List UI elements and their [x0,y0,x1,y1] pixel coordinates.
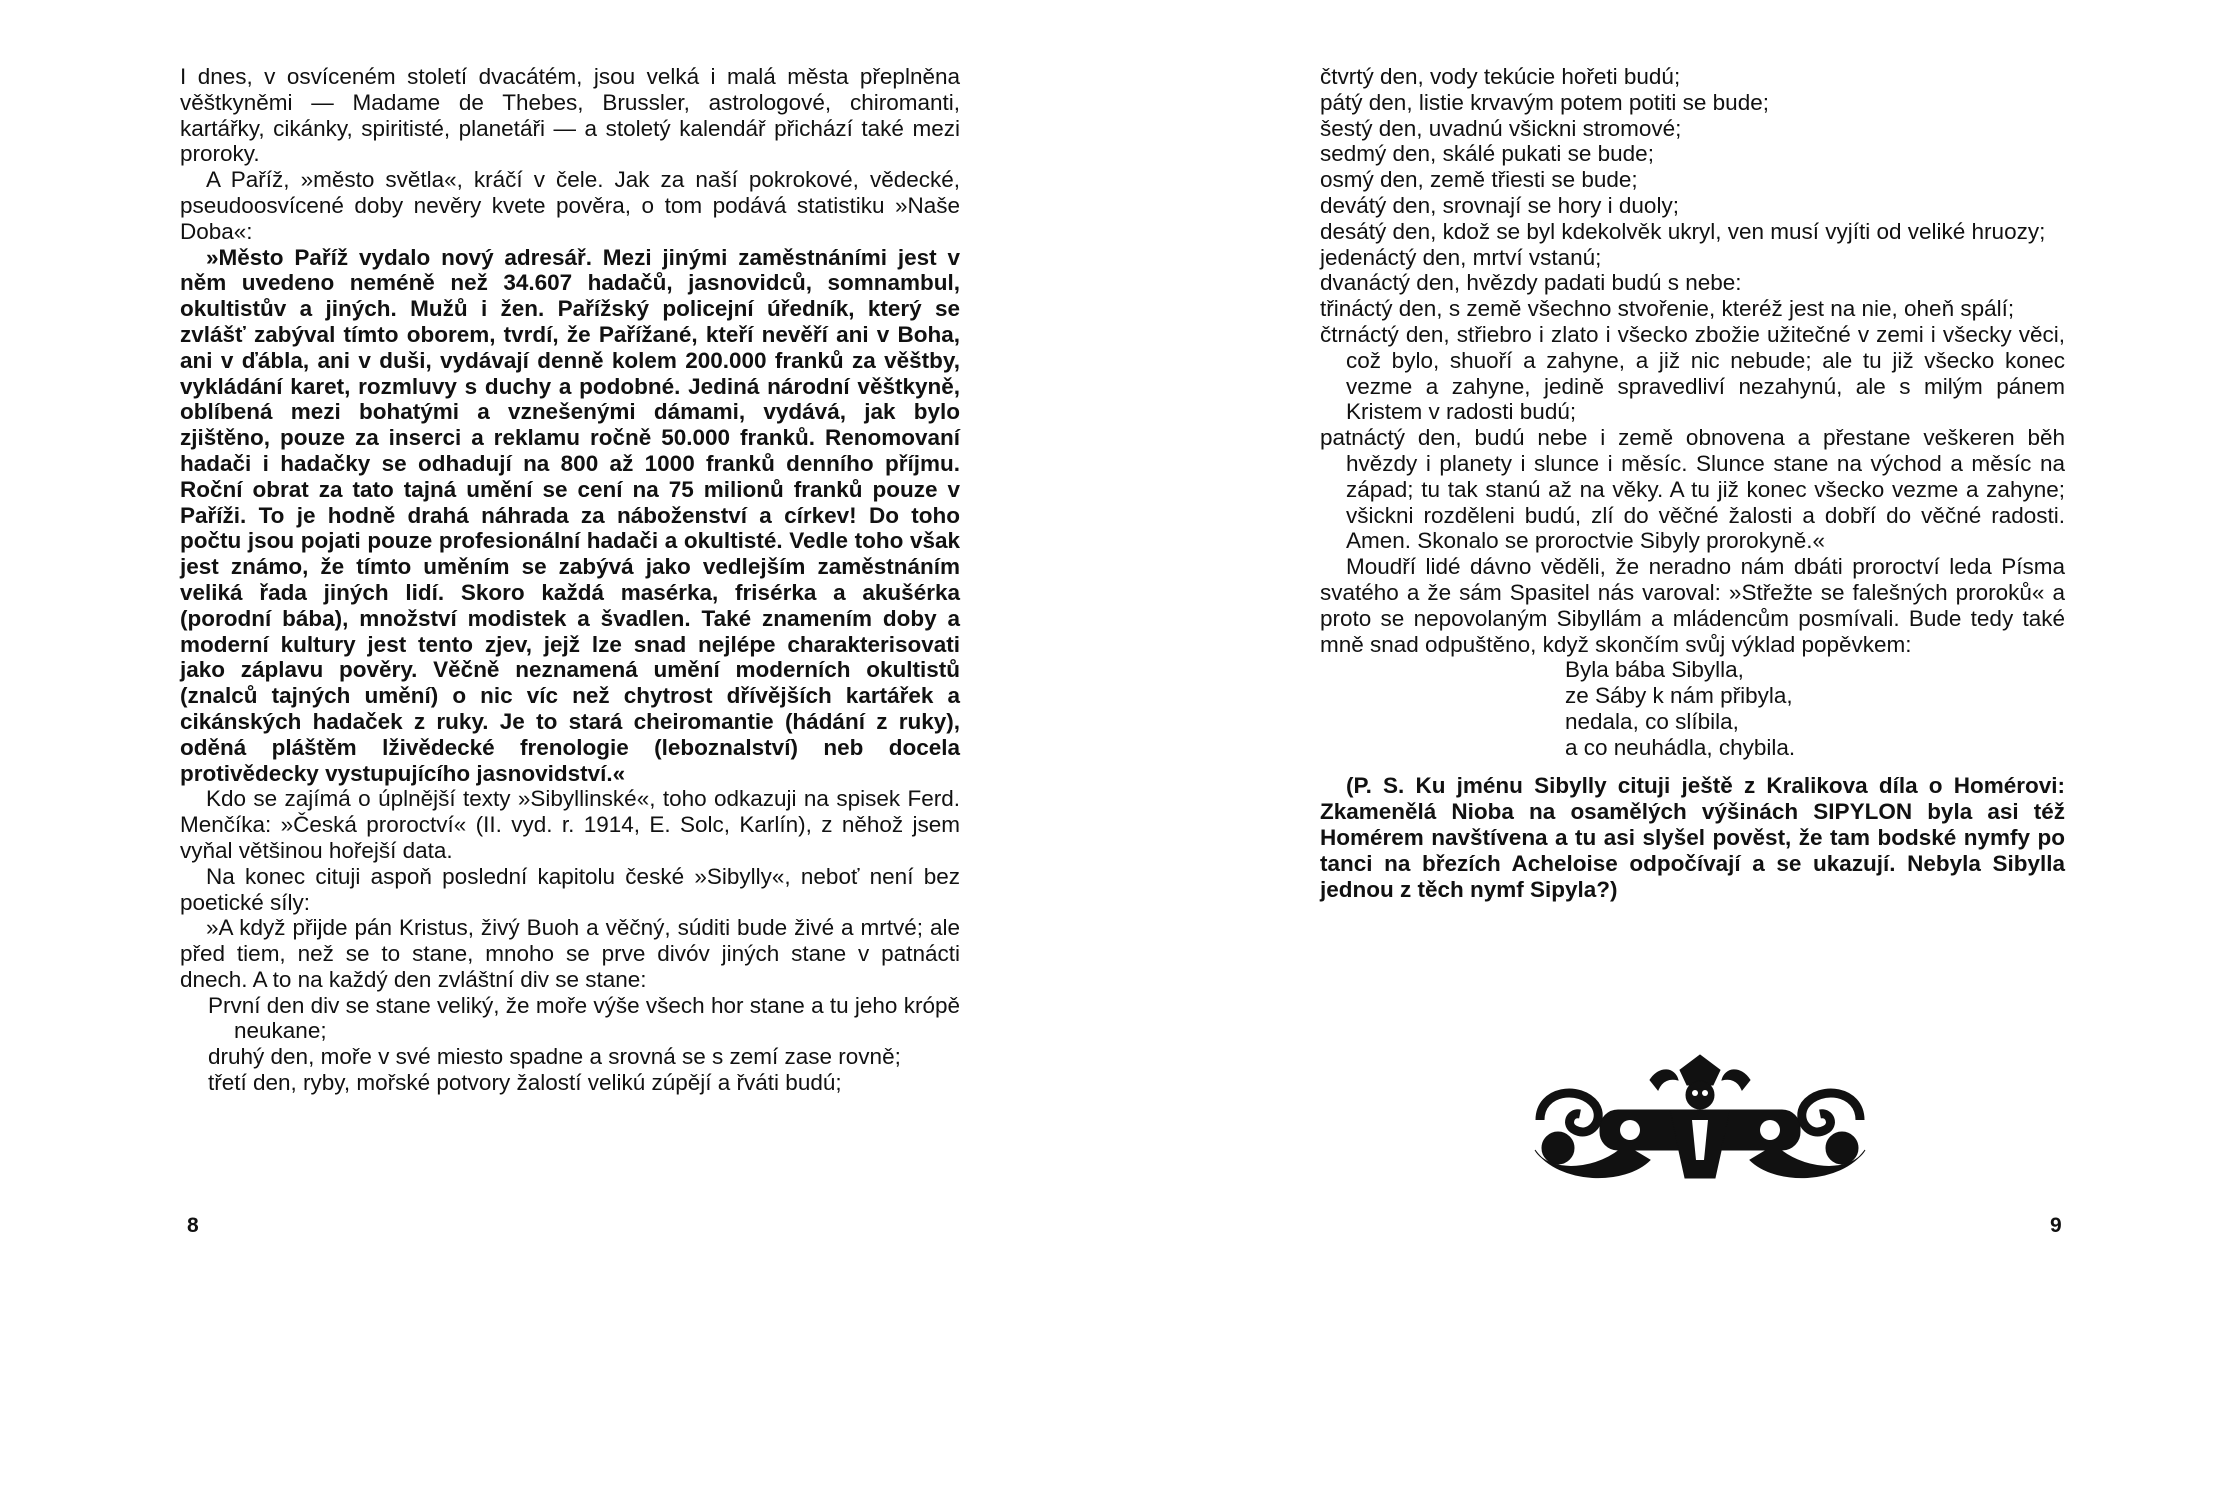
paragraph-quote-statistics: »Město Paříž vydalo nový adresář. Mezi jinými zaměstnáními jest v něm uvedeno neméně než 34.607 hadačů, jasnovidců, somnambul, okultistův a jiných. Mužů i žen. Pařížský policejní úředník, který se zvlášť zabýval tímto oborem, tvrdí, že Pařížané, kteří nevěří ani v Boha, ani v ďábla, ani v duši, vydávají denně kolem 200.000 franků za věštby, vykládání karet, rozmluvy s duchy a podobné. Jediná národní věštkyně, oblíbená mezi bohatými a vznešenými dámami, vydává, jak bylo zjištěno, pouze za inserci a reklamu ročně 50.000 franků. Renomovaní hadači i hadačky se odhadují na 800 až 1000 franků denního příjmu. Roční obrat za tato tajná umění se cení na 75 milionů franků pouze v Paříži. To je hodně drahá náhrada za náboženství a církev! Do toho počtu jsou pojati pouze profesionální hadači a okultisté. Vedle toho však jest známo, že tímto uměním se zabývá jako vedlejším zaměstnáním veliká řada jiných lidí. Skoro každá masérka, frisérka a akušérka (porodní bába), množství modistek a švadlen. Také znamením doby a moderní kultury jest tento zjev, jejž lze snad nejlépe charakterisovati jako záplavu pověry. Věčně neznamená umění moderních okultistů (znalců tajných umění) o nic víc než chytrost dřívějších kartářek a cikánských hadaček z ruky. Je to stará cheiromantie (hádání z ruky), oděná pláštěm lživědecké frenologie (leboznalství) neb docela protivědecky vystupujícího jasnovidství.« [180,244,960,786]
prophecy-day-item: osmý den, země třiesti se bude; [1320,167,1638,193]
poem [1565,657,2065,761]
prophecy-day-item: druhý den, moře v své miesto spadne a srovná se s zemí zase rovně; [208,1044,901,1070]
prophecy-day-item: pátý den, listie krvavým potem potiti se bude; [1320,89,1769,115]
right-page [1320,64,2065,902]
prophecy-day-item: čtvrtý den, vody tekúcie hořeti budú; [1320,64,1681,89]
page-number-right: 9 [2050,1214,2062,1237]
poem-line: nedala, co slíbila, [1565,709,1739,735]
prophecy-day-item: sedmý den, skálé pukati se bude; [1320,141,1654,167]
prophecy-day-item: devátý den, srovnají se hory i duoly; [1320,192,1679,218]
prophecy-day-item: patnáctý den, budú nebe i země obnovena a přestane veškeren běh hvězdy i planety i slunce i měsíc. Slunce stane na východ a měsíc na západ; tu tak stanú až na věky. A tu již konec všecko vezme a zahyne; všickni rozděleni budú, zlí do věčné žalosti a dobří do věčné radosti. Amen. Skonalo se proroctvie Sibyly prorokyně.« [1320,425,2065,554]
left-page [180,64,960,1096]
prophecy-day-item: třináctý den, s země všechno stvořenie, kteréž jest na nie, oheň spálí; [1320,296,2015,322]
prophecy-day-item: šestý den, uvadnú všickni stromové; [1320,115,1682,141]
paragraph-paris: A Paříž, »město světla«, kráčí v čele. Jak za naší pokrokové, vědecké, pseudoosvícené doby nevěry kvete pověra, o tom podává statistiku »Naše Doba«: [180,167,960,244]
prophecy-day-item: třetí den, ryby, mořské potvory žalostí velikú zúpějí a řváti budú; [208,1070,842,1096]
prophecy-day-item: jedenáctý den, mrtví vstanú; [1320,244,1602,270]
poem-line: a co neuhádla, chybila. [1565,735,1796,761]
poem-line: ze Sáby k nám přibyla, [1565,683,1793,709]
prophecy-days-list-right [1320,64,2065,554]
paragraph-reference: Kdo se zajímá o úplnější texty »Sibyllinské«, toho odkazuji na spisek Ferd. Menčíka: »Česká proroctví« (II. vyd. r. 1914, E. Solc, Karlín), z něhož jsem vyňal většinou hořejší data. [180,786,960,863]
prophecy-day-item: čtrnáctý den, střiebro i zlato i všecko zbožie užitečné v zemi i všecky věci, což bylo, shuoří a zahyne, a již nic nebude; ale tu již všecko konec vezme a zahyne, jedině spravedliví nezahynú, ale s milým pánem Kristem v radosti budú; [1320,321,2065,425]
paragraph-intro: I dnes, v osvíceném století dvacátém, jsou velká i malá města přeplněna věštkyněmi — Madame de Thebes, Brussler, astrologové, chiromanti, kartářky, cikánky, spiritisté, planetáři — a stoletý kalendář přichází také mezi proroky. [180,64,960,167]
paragraph-last-chapter: Na konec cituji aspoň poslední kapitolu české »Sibylly«, neboť není bez poetické síly: [180,863,960,915]
page-number-left: 8 [187,1214,199,1237]
paragraph-sibyl-quote: »A když přijde pán Kristus, živý Buoh a věčný, súditi bude živé a mrtvé; ale před tiem, než se to stane, mnoho se prve divóv jiných stane v patnácti dnech. A to na každý den zvláštní div se stane: [180,915,960,992]
decorative-ornament-icon [1530,1050,1870,1180]
prophecy-day-item: První den div se stane veliký, že moře výše všech hor stane a tu jeho krópě neukane; [208,992,960,1044]
poem-line: Byla bába Sibylla, [1565,657,1744,683]
prophecy-day-item: dvanáctý den, hvězdy padati budú s nebe: [1320,270,1742,296]
prophecy-days-list-left [208,993,960,1096]
paragraph-postscript: (P. S. Ku jménu Sibylly cituji ještě z Kralikova díla o Homérovi: Zkamenělá Nioba na osamělých výšinách SIPYLON byla asi též Homérem navštívena a tu asi slyšel pověst, že tam bodské nymfy po tanci na březích Acheloise odpočívají a se ukazují. Nebyla Sibylla jednou z těch nymf Sipyla?) [1320,773,2065,902]
prophecy-day-item: desátý den, kdož se byl kdekolvěk ukryl, ven musí vyjíti od veliké hruozy; [1320,218,2046,244]
paragraph-wise-men: Moudří lidé dávno věděli, že neradno nám dbáti proroctví leda Písma svatého a že sám Spasitel nás varoval: »Střežte se falešných proroků« a proto se nepovolaným Sibyllám a mládencům posmívali. Bude tedy také mně snad odpuštěno, když skončím svůj výklad popěvkem: [1320,554,2065,657]
